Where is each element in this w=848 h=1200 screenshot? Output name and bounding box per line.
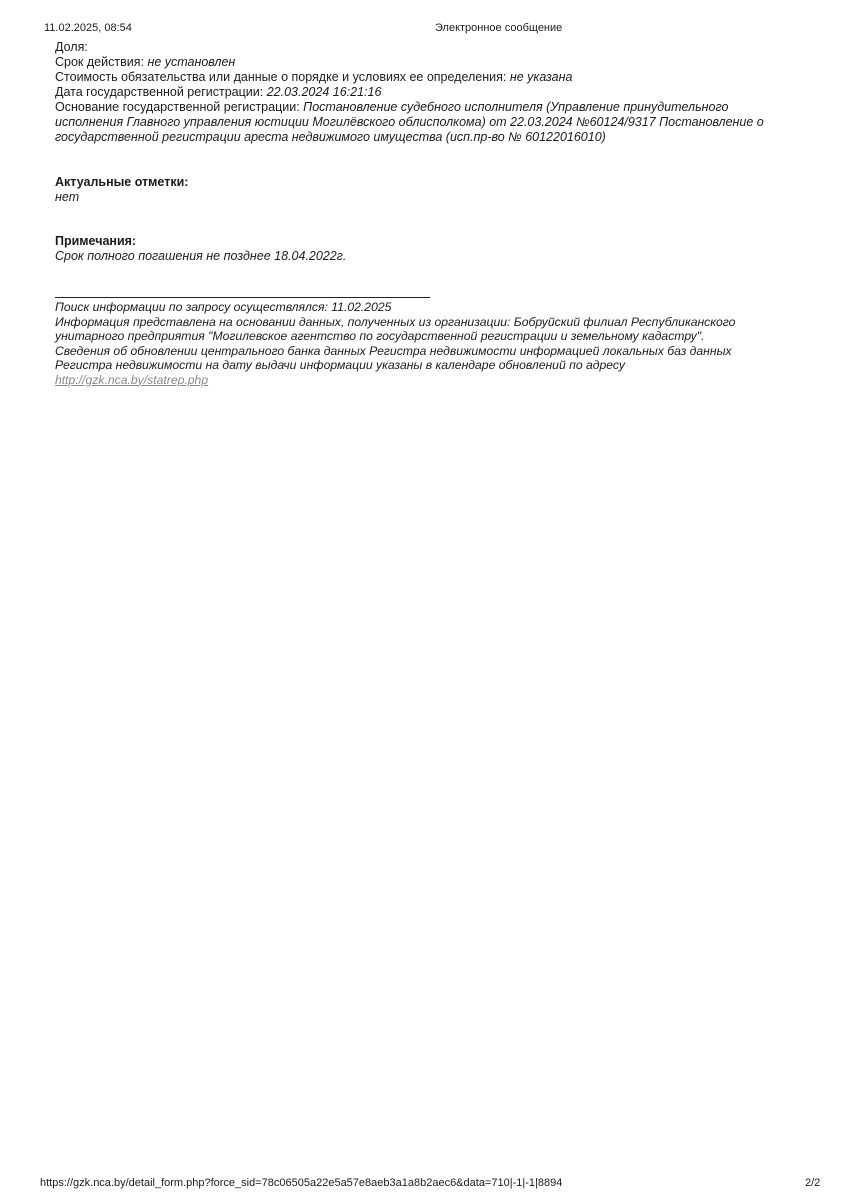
validity-label: Срок действия:: [55, 55, 144, 69]
current-marks-heading: Актуальные отметки:: [55, 175, 189, 189]
footnote-update-line1: Сведения об обновлении центрального банка данных Регистра недвижимости информацией локальных баз данных: [55, 343, 732, 358]
basis-value-line1: Постановление судебного исполнителя (Управление принудительного: [303, 100, 729, 114]
statrep-link[interactable]: http://gzk.nca.by/statrep.php: [55, 372, 209, 387]
notes-heading: Примечания:: [55, 234, 137, 248]
obligation-row: [55, 70, 805, 85]
obligation-label: Стоимость обязательства или данные о порядке и условиях ее определения:: [55, 70, 507, 84]
page-number: 2/2: [805, 1177, 821, 1189]
footnote-search-line: Поиск информации по запросу осуществлялся: 11.02.2025: [55, 300, 392, 314]
footnote-divider: [55, 297, 430, 298]
print-datetime: 11.02.2025, 08:54: [44, 22, 132, 34]
reg-date-label: Дата государственной регистрации:: [55, 85, 264, 99]
validity-row: [55, 55, 805, 70]
footnote-update-line2: Регистра недвижимости на дату выдачи информации указаны в календаре обновлений по адресу: [55, 358, 625, 372]
current-marks-value: нет: [55, 190, 80, 204]
reg-date-value: 22.03.2024 16:21:16: [266, 85, 382, 99]
footnote-source-line1: Информация представлена на основании данных, полученных из организации: Бобруйский филиал Республиканского: [55, 314, 736, 329]
share-label: Доля:: [55, 40, 88, 54]
document-body: [55, 40, 805, 388]
share-row: [55, 40, 805, 55]
basis-row: [55, 100, 805, 145]
print-header: [0, 22, 848, 38]
validity-value: не установлен: [147, 55, 236, 69]
obligation-value: не указана: [509, 70, 573, 84]
basis-label: Основание государственной регистрации:: [55, 100, 300, 114]
footnote-source-line2: унитарного предприятия "Могилевское агентство по государственной регистрации и земельному кадастру".: [55, 329, 705, 343]
print-url: https://gzk.nca.by/detail_form.php?force_sid=78c06505a22e5a57e8aeb3a1a8b2aec6&data=710|-1|-1|8894: [40, 1177, 563, 1189]
basis-value-line2: исполнения Главного управления юстиции Могилёвского облисполкома) от 22.03.2024 №60124/9317 Постановление о: [55, 115, 764, 129]
basis-value-line3: государственной регистрации ареста недвижимого имущества (исп.пр-во № 60122016010): [55, 130, 606, 144]
reg-date-row: [55, 85, 805, 100]
notes-value: Срок полного погашения не позднее 18.04.2022г.: [55, 249, 347, 263]
print-title: Электронное сообщение: [435, 22, 563, 34]
